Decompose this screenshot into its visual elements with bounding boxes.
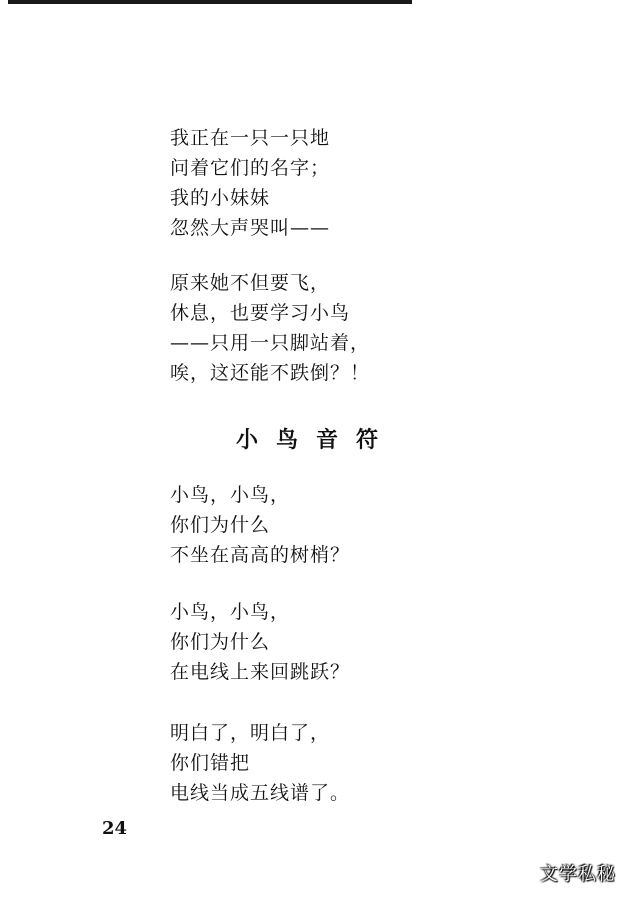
stanza-3 [170,480,350,570]
poem-line: 我正在一只一只地 [170,127,331,149]
stanza-1 [170,123,330,243]
page-number: 24 [102,818,128,839]
poem-line: 问着它们的名字； [170,157,331,179]
poem-line: 休息，也要学习小鸟 [170,302,351,324]
stanza-5 [170,718,350,808]
poem-line: 小鸟，小鸟， [170,601,291,623]
poem-line: 不坐在高高的树梢？ [170,544,351,566]
poem-line: 明白了，明白了， [170,722,331,744]
watermark: 文学私秘 [540,864,616,885]
poem-line: 唉，这还能不跌倒？！ [170,362,371,384]
poem-line: 在电线上来回跳跃？ [170,661,351,683]
poem-line: 你们为什么 [170,514,271,536]
poem-line: 你们错把 [170,752,251,774]
stanza-2 [170,268,370,388]
stanza-4 [170,597,350,687]
poem-line: 电线当成五线谱了。 [170,782,351,804]
poem-line: ——只用一只脚站着， [170,332,371,354]
poem-line: 小鸟，小鸟， [170,484,291,506]
poem-line: 我的小妹妹 [170,187,271,209]
poem-line: 原来她不但要飞， [170,272,331,294]
top-rule [8,0,412,4]
poem-title: 小鸟音符 [236,428,397,453]
poem-line: 你们为什么 [170,631,271,653]
poem-line: 忽然大声哭叫—— [170,217,331,239]
